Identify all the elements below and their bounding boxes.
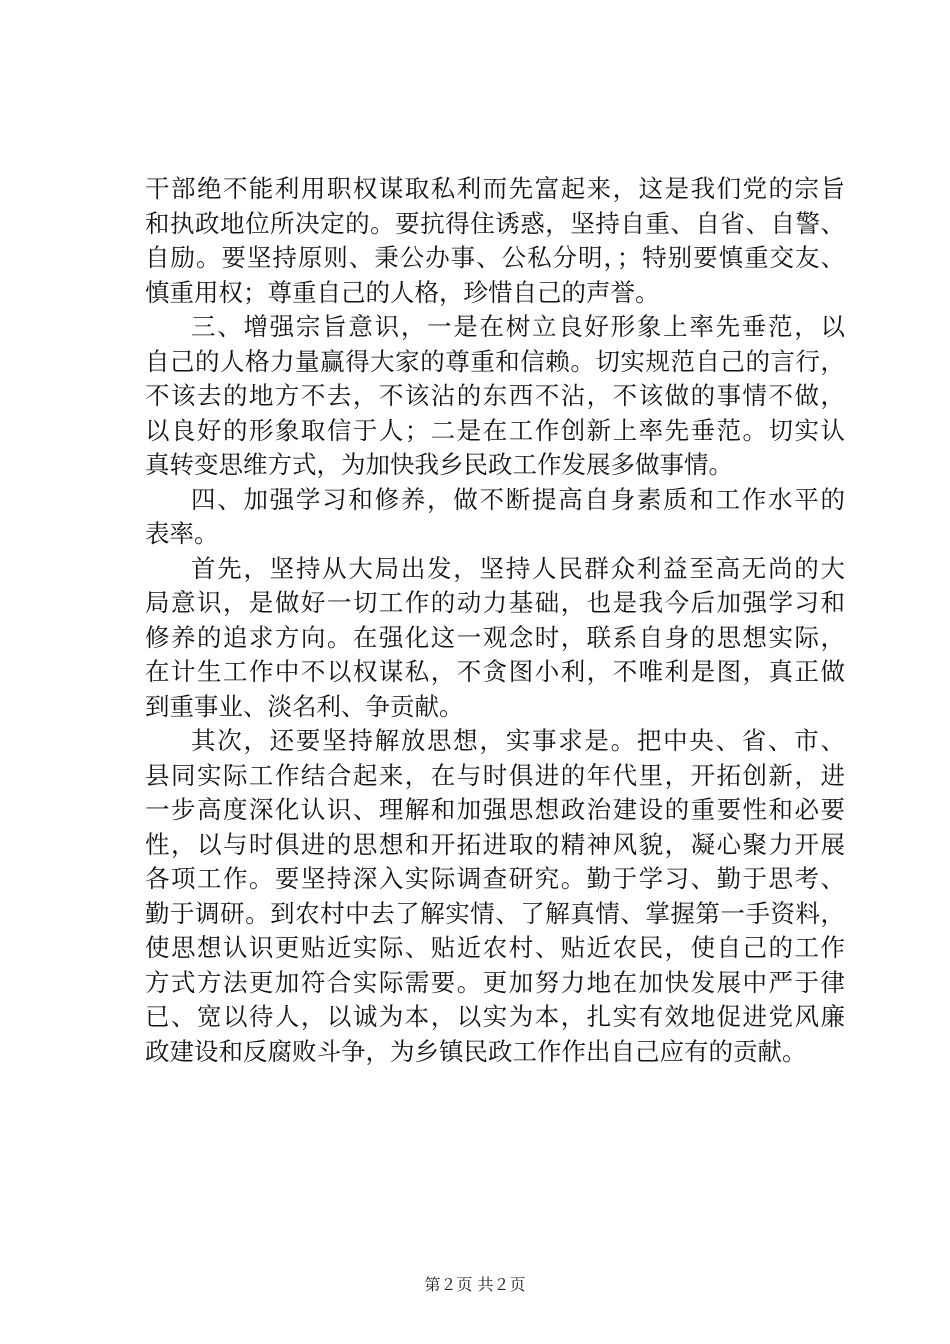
page-number-footer: 第２页 共２页 <box>424 1275 526 1294</box>
text-line: 慎重用权；尊重自己的人格，珍惜自己的声誉。 <box>145 277 660 307</box>
text-line: 局意识，是做好一切工作的动力基础，也是我今后加强学习和 <box>145 588 845 617</box>
text-line: 方式方法更加符合实际需要。更加努力地在加快发展中严于律 <box>145 967 845 997</box>
text-line: 自己的人格力量赢得大家的尊重和信赖。切实规范自己的言行， <box>145 346 845 376</box>
text-line: 真转变思维方式，为加快我乡民政工作发展多做事情。 <box>145 450 733 479</box>
text-line: 以良好的形象取信于人；二是在工作创新上率先垂范。切实认 <box>145 415 845 445</box>
text-line: 表率。 <box>145 519 219 548</box>
text-line: 四、加强学习和修养，做不断提高自身素质和工作水平的 <box>191 484 845 514</box>
text-line: 首先，坚持从大局出发，坚持人民群众利益至高无尚的大 <box>191 553 845 583</box>
text-line: 不该去的地方不去，不该沾的东西不沾，不该做的事情不做， <box>145 381 845 410</box>
text-line: 自励。要坚持原则、秉公办事、公私分明，；特别要慎重交友、 <box>145 243 845 272</box>
text-line: 到重事业、淡名利、争贡献。 <box>145 691 464 721</box>
text-line: 在计生工作中不以权谋私，不贪图小利，不唯利是图，真正做 <box>145 657 845 686</box>
text-line: 使思想认识更贴近实际、贴近农村、贴近农民，使自己的工作 <box>145 933 845 962</box>
text-line: 勤于调研。到农村中去了解实情、了解真情、掌握第一手资料， <box>145 898 845 928</box>
text-line: 干部绝不能利用职权谋取私利而先富起来，这是我们党的宗旨 <box>145 174 845 203</box>
text-line: 修养的追求方向。在强化这一观念时，联系自身的思想实际， <box>145 622 845 652</box>
body-text <box>145 172 845 1069</box>
text-line: 政建设和反腐败斗争，为乡镇民政工作作出自己应有的贡献。 <box>145 1036 807 1066</box>
text-line: 各项工作。要坚持深入实际调查研究。勤于学习、勤于思考、 <box>145 864 845 893</box>
text-line: 其次，还要坚持解放思想，实事求是。把中央、省、市、 <box>191 726 845 755</box>
text-line: 县同实际工作结合起来，在与时俱进的年代里，开拓创新，进 <box>145 760 845 790</box>
text-line: 和执政地位所决定的。要抗得住诱惑，坚持自重、自省、自警、 <box>145 208 845 238</box>
text-line: 已、宽以待人，以诚为本，以实为本，扎实有效地促进党风廉 <box>145 1002 845 1031</box>
text-line: 一步高度深化认识、理解和加强思想政治建设的重要性和必要 <box>145 795 845 824</box>
text-line: 三、增强宗旨意识，一是在树立良好形象上率先垂范，以 <box>191 312 845 341</box>
text-line: 性，以与时俱进的思想和开拓进取的精神风貌，凝心聚力开展 <box>145 829 845 859</box>
